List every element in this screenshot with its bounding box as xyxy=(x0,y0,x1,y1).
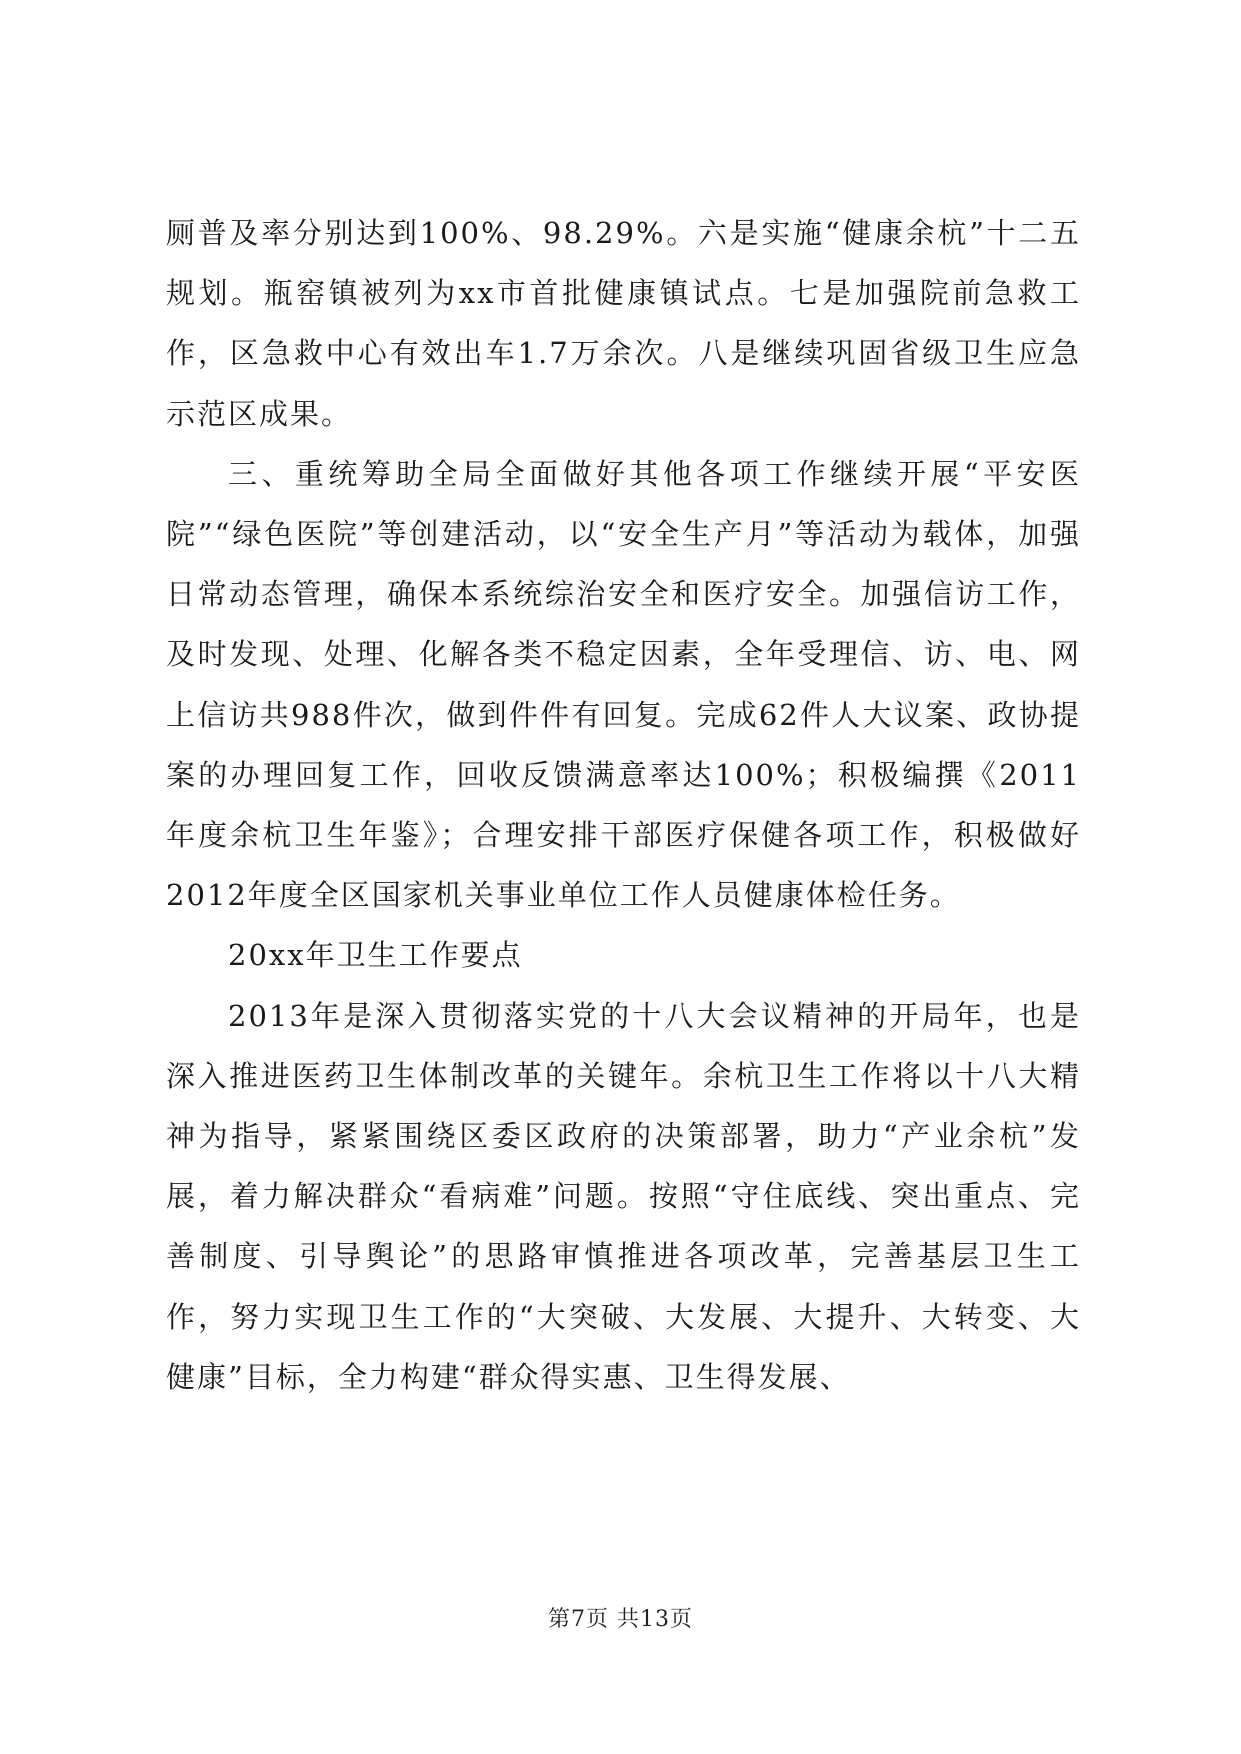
document-body xyxy=(166,203,1081,1407)
paragraph-2: 三、重统筹助全局全面做好其他各项工作继续开展“平安医院”“绿色医院”等创建活动，以“安全生产月”等活动为载体，加强日常动态管理，确保本系统综治安全和医疗安全。加强信访工作，及时发现、处理、化解各类不稳定因素，全年受理信、访、电、网上信访共988件次，做到件件有回复。完成62件人大议案、政协提案的办理回复工作，回收反馈满意率达100%；积极编撰《2011年度余杭卫生年鉴》；合理安排干部医疗保健各项工作，积极做好2012年度全区国家机关事业单位工作人员健康体检任务。 xyxy=(166,456,1081,913)
section-heading: 20xx年卫生工作要点 xyxy=(228,938,523,973)
paragraph-1: 厕普及率分别达到100%、98.29%。六是实施“健康余杭”十二五规划。瓶窑镇被列为xx市首批健康镇试点。七是加强院前急救工作，区急救中心有效出车1.7万余次。八是继续巩固省级卫生应急示范区成果。 xyxy=(166,216,1081,431)
page-number-footer: 第7页 共13页 xyxy=(548,1607,693,1632)
paragraph-3: 2013年是深入贯彻落实党的十八大会议精神的开局年，也是深入推进医药卫生体制改革的关键年。余杭卫生工作将以十八大精神为指导，紧紧围绕区委区政府的决策部署，助力“产业余杭”发展，着力解决群众“看病难”问题。按照“守住底线、突出重点、完善制度、引导舆论”的思路审慎推进各项改革，完善基层卫生工作，努力实现卫生工作的“大突破、大发展、大提升、大转变、大健康”目标，全力构建“群众得实惠、卫生得发展、 xyxy=(166,998,1081,1394)
